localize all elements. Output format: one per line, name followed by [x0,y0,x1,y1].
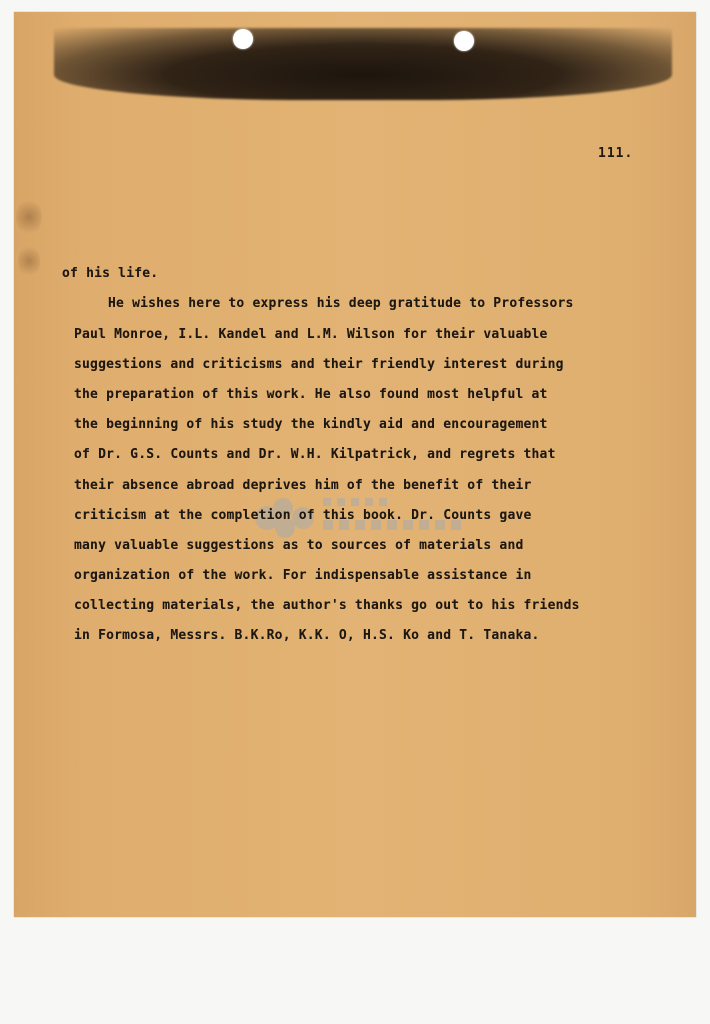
text-line: of his life. [62,266,159,281]
text-line: in Formosa, Messrs. B.K.Ro, K.K. O, H.S. Ko and T. Tanaka. [74,628,540,643]
page-number: 111. [598,146,634,161]
text-line: their absence abroad deprives him of the benefit of their [74,478,532,493]
left-smudge [16,198,42,236]
text-line: of Dr. G.S. Counts and Dr. W.H. Kilpatrick, and regrets that [74,447,556,462]
text-line: Paul Monroe, I.L. Kandel and L.M. Wilson for their valuable [74,327,548,342]
document-page [14,12,696,917]
text-line: many valuable suggestions as to sources of materials and [74,538,524,553]
punch-hole-right [454,31,474,51]
left-smudge [18,244,40,278]
top-stain [54,28,672,100]
text-line: suggestions and criticisms and their friendly interest during [74,357,564,372]
text-line: collecting materials, the author's thanks go out to his friends [74,598,580,613]
text-line: criticism at the completion of this book. Dr. Counts gave [74,508,532,523]
text-line: He wishes here to express his deep gratitude to Professors [108,296,574,311]
punch-hole-left [233,29,253,49]
text-line: the beginning of his study the kindly aid and encouragement [74,417,548,432]
text-line: organization of the work. For indispensable assistance in [74,568,532,583]
text-line: the preparation of this work. He also found most helpful at [74,387,548,402]
